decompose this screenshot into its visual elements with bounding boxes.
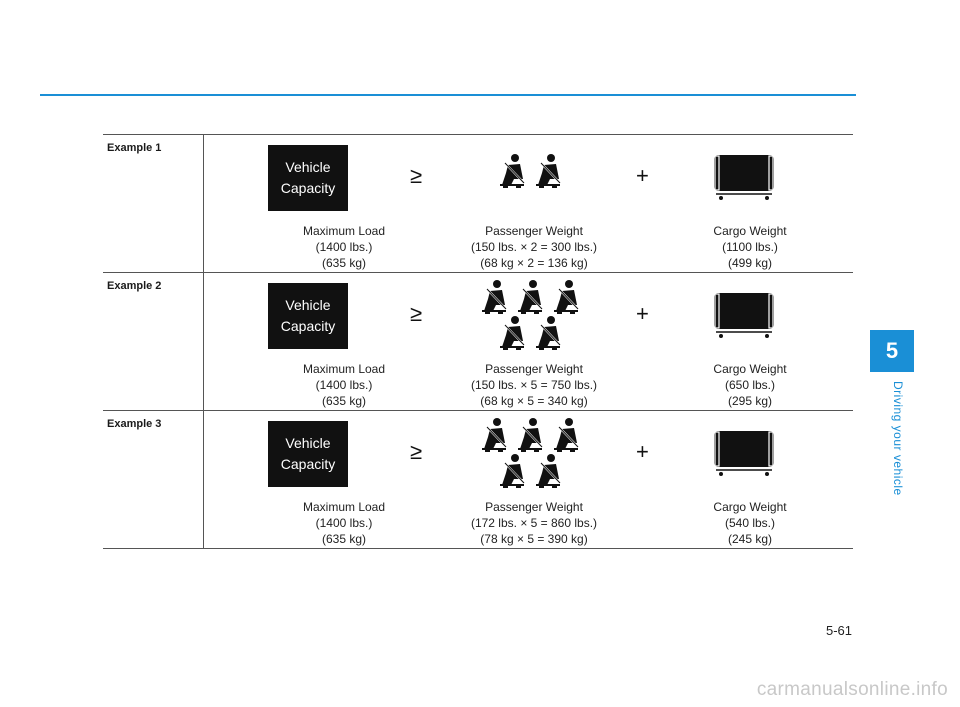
caption-line: (150 lbs. × 2 = 300 lbs.) (470, 240, 598, 254)
caption-line: Cargo Weight (713, 362, 787, 376)
example-label: Example 1 (103, 135, 204, 273)
passenger-seatbelt-icon (548, 279, 584, 315)
plus-symbol: + (636, 301, 649, 326)
load-examples-table (103, 134, 853, 549)
vehicle-capacity-box (268, 421, 348, 487)
passenger-seatbelt-icon (512, 417, 548, 453)
caption-line: (245 kg) (727, 532, 773, 546)
vehicle-capacity-line2: Capacity (280, 180, 336, 196)
caption-line: (172 lbs. × 5 = 860 lbs.) (470, 516, 598, 530)
vehicle-capacity-line1: Vehicle (285, 159, 331, 175)
passenger-seatbelt-icon (530, 315, 566, 351)
example-content (204, 135, 854, 273)
caption-line: (635 kg) (321, 256, 367, 270)
caption-line: Maximum Load (302, 224, 386, 238)
example-label: Example 2 (103, 273, 204, 411)
cargo-weight-caption (680, 361, 820, 409)
passenger-seatbelt-icon (494, 453, 530, 489)
caption-line: Cargo Weight (713, 224, 787, 238)
caption-line: Maximum Load (302, 362, 386, 376)
caption-line: (1400 lbs.) (315, 516, 373, 530)
page-number: 5-61 (826, 623, 853, 638)
caption-line: (635 kg) (321, 532, 367, 546)
chapter-number: 5 (885, 338, 899, 363)
caption-line: (1400 lbs.) (315, 378, 373, 392)
passenger-seatbelt-icon (494, 315, 530, 351)
caption-line: Passenger Weight (485, 362, 583, 376)
cargo-icon (712, 153, 776, 206)
caption-line: Cargo Weight (713, 500, 787, 514)
caption-line: (150 lbs. × 5 = 750 lbs.) (470, 378, 598, 392)
greater-equal-symbol: ≥ (410, 163, 423, 188)
vehicle-capacity-line1: Vehicle (285, 435, 331, 451)
caption-line: (650 lbs.) (724, 378, 776, 392)
example-row (103, 135, 853, 273)
caption-line: (499 kg) (727, 256, 773, 270)
caption-line: Passenger Weight (485, 224, 583, 238)
header-rule (40, 94, 856, 96)
caption-line: (68 kg × 5 = 340 kg) (480, 394, 588, 408)
example-row (103, 411, 853, 549)
chapter-title: Driving your vehicle (891, 381, 905, 496)
greater-equal-symbol: ≥ (410, 301, 423, 326)
passenger-group (474, 417, 586, 489)
vehicle-capacity-line2: Capacity (280, 456, 336, 472)
cargo-icon (712, 291, 776, 344)
caption-line: (1400 lbs.) (315, 240, 373, 254)
passenger-row (494, 153, 566, 189)
vehicle-capacity-box (268, 283, 348, 349)
passenger-row (476, 279, 584, 315)
cargo-weight-caption (680, 223, 820, 271)
plus-symbol: + (636, 163, 649, 188)
passenger-weight-caption (434, 361, 634, 409)
plus-symbol: + (636, 439, 649, 464)
passenger-row (476, 417, 584, 453)
passenger-group (474, 279, 586, 351)
passenger-seatbelt-icon (476, 417, 512, 453)
passenger-weight-caption (434, 499, 634, 547)
caption-line: Maximum Load (302, 500, 386, 514)
passenger-seatbelt-icon (512, 279, 548, 315)
vehicle-capacity-line2: Capacity (280, 318, 336, 334)
caption-line: Passenger Weight (485, 500, 583, 514)
footer-watermark: carmanualsonline.info (756, 679, 948, 700)
caption-line: (78 kg × 5 = 390 kg) (480, 532, 588, 546)
cargo-icon (712, 429, 776, 482)
max-load-caption (279, 499, 409, 547)
passenger-seatbelt-icon (530, 153, 566, 189)
caption-line: (540 lbs.) (724, 516, 776, 530)
example-label: Example 3 (103, 411, 204, 549)
example-row (103, 273, 853, 411)
caption-line: (295 kg) (727, 394, 773, 408)
passenger-seatbelt-icon (530, 453, 566, 489)
example-content (204, 411, 854, 549)
vehicle-capacity-box (268, 145, 348, 211)
example-content (204, 273, 854, 411)
passenger-row (494, 315, 566, 351)
passenger-seatbelt-icon (494, 153, 530, 189)
max-load-caption (279, 223, 409, 271)
passenger-seatbelt-icon (548, 417, 584, 453)
vehicle-capacity-line1: Vehicle (285, 297, 331, 313)
max-load-caption (279, 361, 409, 409)
chapter-tab (870, 330, 914, 372)
passenger-row (494, 453, 566, 489)
caption-line: (1100 lbs.) (722, 240, 778, 254)
caption-line: (635 kg) (321, 394, 367, 408)
greater-equal-symbol: ≥ (410, 439, 423, 464)
cargo-weight-caption (680, 499, 820, 547)
passenger-weight-caption (434, 223, 634, 271)
passenger-group (474, 153, 586, 189)
caption-line: (68 kg × 2 = 136 kg) (480, 256, 588, 270)
passenger-seatbelt-icon (476, 279, 512, 315)
